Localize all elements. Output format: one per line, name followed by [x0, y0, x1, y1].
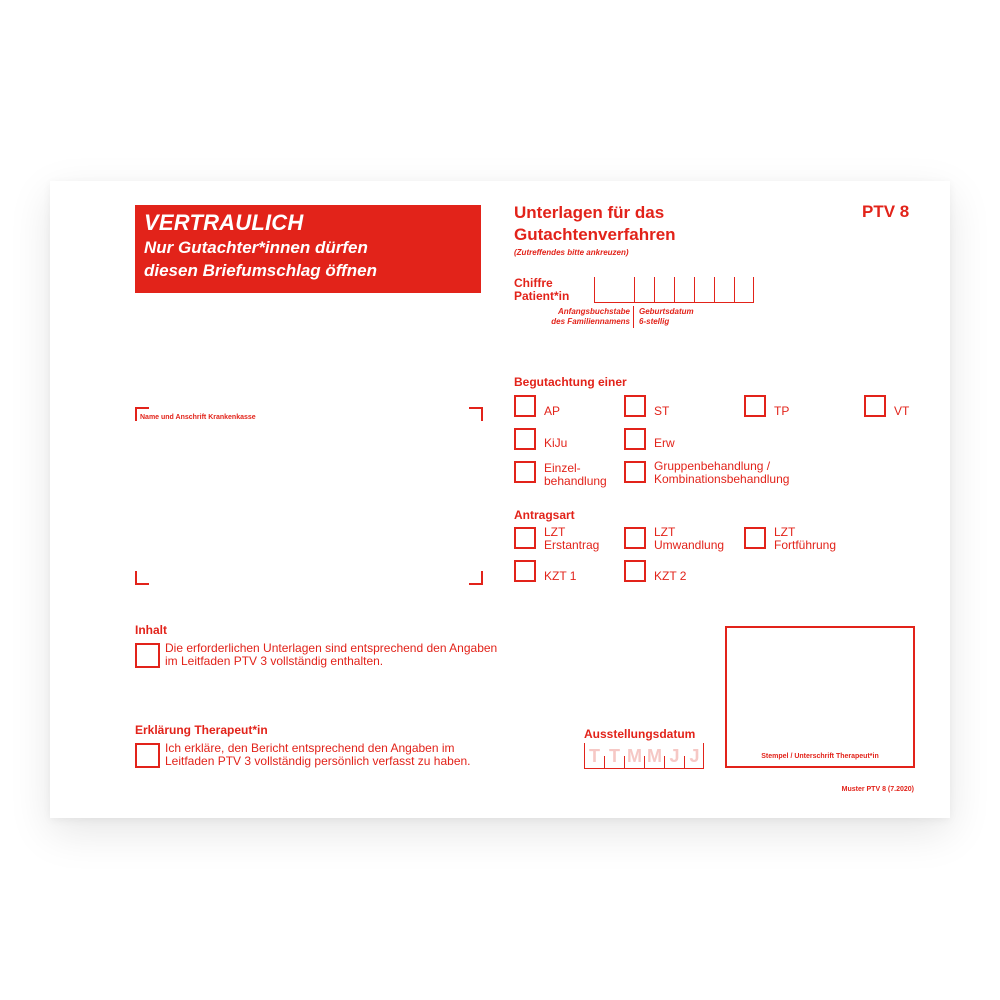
option-label-gruppenbehandlung	[654, 460, 789, 486]
antragsart-heading: Antragsart	[514, 508, 575, 522]
date-placeholder-m1: M	[627, 746, 642, 766]
ptv8-form-card	[50, 181, 950, 818]
chiffre-label	[514, 277, 569, 303]
checkbox-inhalt[interactable]	[135, 643, 160, 668]
chiffre-sub-birthdate-line-1: Geburtsdatum	[639, 307, 694, 316]
chiffre-sub-birthdate-line-2: 6-stellig	[639, 317, 670, 326]
checkbox-lzt-erstantrag[interactable]	[514, 527, 536, 549]
checkbox-vt[interactable]	[864, 395, 886, 417]
option-label-kiju: KiJu	[544, 436, 568, 450]
ausstellungsdatum-field[interactable]	[584, 743, 704, 769]
checkbox-ap[interactable]	[514, 395, 536, 417]
option-label-kzt-2: KZT 2	[654, 569, 687, 583]
option-label-st: ST	[654, 404, 670, 418]
option-label-lzt-erstantrag-line-2: Erstantrag	[544, 538, 600, 552]
inhalt-text-line-1: Die erforderlichen Unterlagen sind entsprechend den Angaben	[165, 641, 498, 655]
confidential-banner	[135, 205, 481, 293]
chiffre-sub-name-line-1: Anfangsbuchstabe	[557, 307, 630, 316]
hint-text: (Zutreffendes bitte ankreuzen)	[514, 248, 629, 257]
option-label-einzelbehandlung-line-2: behandlung	[544, 474, 607, 488]
checkbox-st[interactable]	[624, 395, 646, 417]
date-placeholder-j1: J	[669, 746, 680, 766]
option-label-lzt-umwandlung	[654, 526, 724, 552]
option-label-gruppenbehandlung-line-2: Kombinationsbehandlung	[654, 472, 790, 486]
stamp-signature-box[interactable]	[725, 626, 915, 768]
date-placeholder-t1: T	[589, 746, 600, 766]
inhalt-text-line-2: im Leitfaden PTV 3 vollständig enthalten.	[165, 654, 384, 668]
erklaerung-text	[165, 742, 471, 768]
muster-footer: Muster PTV 8 (7.2020)	[841, 786, 914, 793]
option-label-lzt-umwandlung-line-2: Umwandlung	[654, 538, 725, 552]
option-label-ap: AP	[544, 404, 561, 418]
begutachtung-heading: Begutachtung einer	[514, 375, 627, 389]
option-label-lzt-umwandlung-line-1: LZT	[654, 525, 676, 539]
date-placeholder-m2: M	[647, 746, 662, 766]
form-title	[514, 202, 744, 246]
option-label-erw: Erw	[654, 436, 675, 450]
checkbox-lzt-fortfuehrung[interactable]	[744, 527, 766, 549]
option-label-gruppenbehandlung-line-1: Gruppenbehandlung /	[654, 459, 771, 473]
option-label-lzt-fortfuehrung	[774, 526, 836, 552]
checkbox-kiju[interactable]	[514, 428, 536, 450]
option-label-einzelbehandlung-line-1: Einzel-	[544, 461, 581, 475]
erklaerung-text-line-1: Ich erkläre, den Bericht entsprechend den Angaben im	[165, 741, 455, 755]
option-label-lzt-fortfuehrung-line-2: Fortführung	[774, 538, 837, 552]
chiffre-label-line-2: Patient*in	[514, 289, 570, 303]
erklaerung-heading: Erklärung Therapeut*in	[135, 723, 268, 737]
address-label: Name und Anschrift Krankenkasse	[140, 414, 256, 421]
erklaerung-text-line-2: Leitfaden PTV 3 vollständig persönlich verfasst zu haben.	[165, 754, 471, 768]
date-placeholder-j2: J	[689, 746, 700, 766]
option-label-lzt-fortfuehrung-line-1: LZT	[774, 525, 796, 539]
inhalt-text	[165, 642, 497, 668]
banner-line-2: Nur Gutachter*innen dürfen	[144, 238, 368, 257]
checkbox-einzelbehandlung[interactable]	[514, 461, 536, 483]
form-id: PTV 8	[862, 202, 910, 221]
ausstellungsdatum-label: Ausstellungsdatum	[584, 727, 696, 741]
form-title-line-2: Gutachtenverfahren	[514, 225, 676, 244]
option-label-lzt-erstantrag-line-1: LZT	[544, 525, 566, 539]
chiffre-sub-name-line-2: des Familiennamens	[551, 317, 630, 326]
chiffre-sub-birthdate	[639, 307, 694, 327]
option-label-tp: TP	[774, 404, 790, 418]
option-label-vt: VT	[894, 404, 910, 418]
chiffre-label-line-1: Chiffre	[514, 276, 553, 290]
inhalt-heading: Inhalt	[135, 623, 167, 637]
checkbox-kzt-1[interactable]	[514, 560, 536, 582]
checkbox-erklaerung[interactable]	[135, 743, 160, 768]
date-placeholder-t2: T	[609, 746, 620, 766]
option-label-einzelbehandlung	[544, 462, 607, 488]
checkbox-kzt-2[interactable]	[624, 560, 646, 582]
form-title-line-1: Unterlagen für das	[514, 203, 665, 222]
checkbox-lzt-umwandlung[interactable]	[624, 527, 646, 549]
stamp-signature-label: Stempel / Unterschrift Therapeut*in	[761, 753, 879, 760]
chiffre-input-field[interactable]	[594, 277, 754, 303]
option-label-kzt-1: KZT 1	[544, 569, 577, 583]
option-label-lzt-erstantrag	[544, 526, 599, 552]
checkbox-gruppenbehandlung[interactable]	[624, 461, 646, 483]
banner-line-3: diesen Briefumschlag öffnen	[144, 261, 378, 280]
checkbox-tp[interactable]	[744, 395, 766, 417]
chiffre-sub-divider	[633, 306, 634, 328]
chiffre-sub-name	[530, 307, 630, 327]
banner-title: VERTRAULICH	[144, 210, 304, 235]
address-window	[135, 407, 483, 585]
checkbox-erw[interactable]	[624, 428, 646, 450]
